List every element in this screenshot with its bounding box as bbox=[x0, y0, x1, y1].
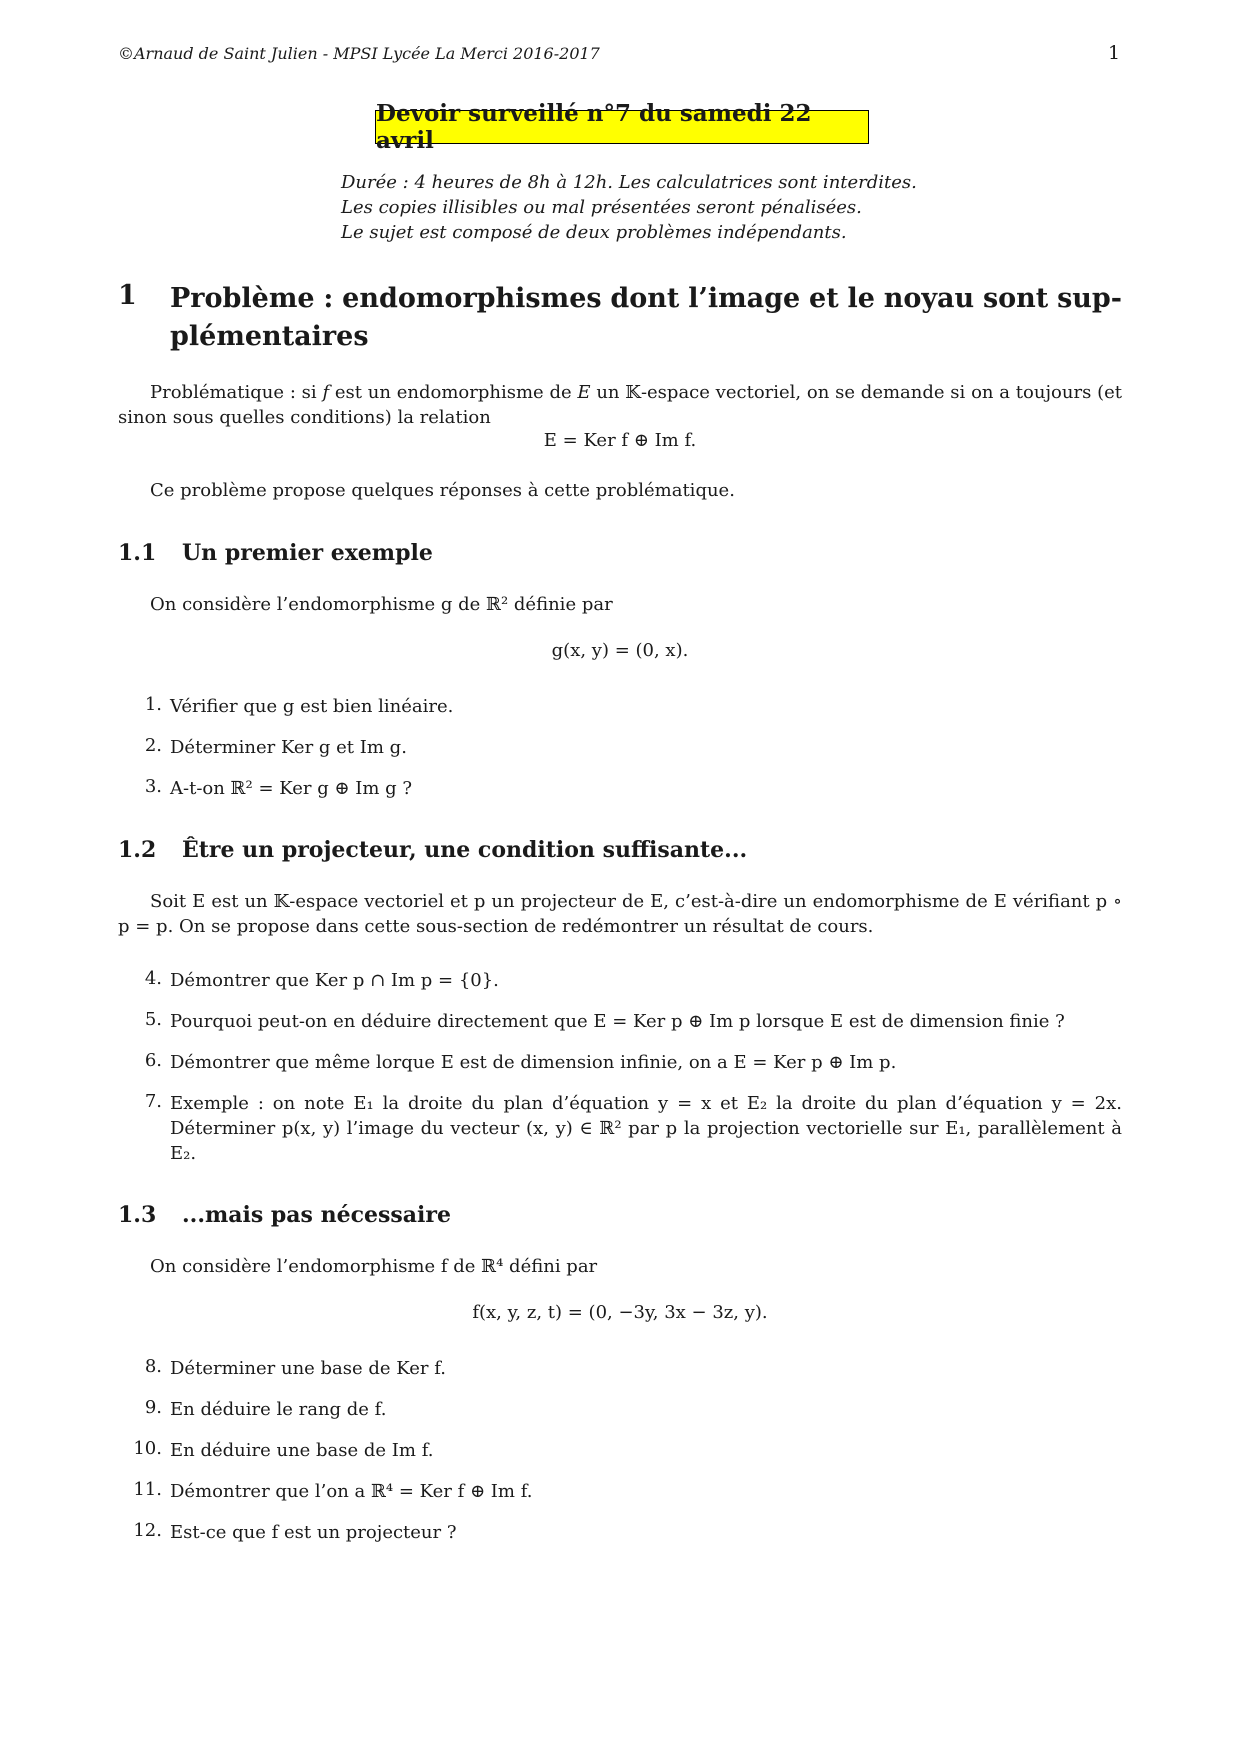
subsection-number: 1.1 bbox=[118, 540, 157, 566]
title-word: le bbox=[847, 283, 875, 314]
math-var: E bbox=[577, 382, 591, 403]
question-text: Démontrer que Ker p ∩ Im p = {0}. bbox=[170, 970, 499, 991]
title-word: sup- bbox=[1057, 283, 1122, 314]
question-text: En déduire le rang de f. bbox=[170, 1399, 387, 1420]
intro-line-subject: Le sujet est composé de deux problèmes indépendants. bbox=[341, 222, 847, 243]
question-text: A-t-on ℝ² = Ker g ⊕ Im g ? bbox=[170, 778, 413, 799]
title-word: Problème bbox=[170, 283, 315, 314]
text-run: On considère l’endomorphisme f de ℝ⁴ défini par bbox=[150, 1256, 598, 1277]
question-number: 9. bbox=[144, 1397, 162, 1418]
page-number: 1 bbox=[1108, 42, 1121, 64]
intro-line-copies: Les copies illisibles ou mal présentées seront pénalisées. bbox=[341, 197, 862, 218]
text-run: un 𝕂-espace vectoriel, on se demande si on a toujours (et sinon sous quelles conditions) la relation bbox=[118, 382, 1122, 428]
title-word: et bbox=[809, 283, 839, 314]
question-text: En déduire une base de Im f. bbox=[170, 1440, 434, 1461]
exam-title: Devoir surveillé n°7 du samedi 22 avril bbox=[376, 100, 812, 154]
math-var: f bbox=[322, 382, 330, 403]
problematique-paragraph bbox=[118, 380, 1122, 430]
question-number: 11. bbox=[133, 1479, 162, 1500]
intro-line-duration: Durée : 4 heures de 8h à 12h. Les calculatrices sont interdites. bbox=[341, 172, 917, 193]
title-word: endomorphismes bbox=[342, 283, 602, 314]
equation-f: f(x, y, z, t) = (0, −3y, 3x − 3z, y). bbox=[472, 1302, 768, 1323]
section-title-line1 bbox=[170, 280, 1122, 318]
title-word: l’image bbox=[688, 283, 801, 314]
text-run: On considère l’endomorphisme g de ℝ² définie par bbox=[150, 594, 613, 615]
subsection-title: Être un projecteur, une condition suffisante... bbox=[182, 837, 748, 863]
question-number: 2. bbox=[144, 735, 162, 756]
title-word: : bbox=[323, 283, 334, 314]
question-number: 10. bbox=[133, 1438, 162, 1459]
subsection-intro bbox=[118, 889, 1122, 939]
text-run: est un endomorphisme de bbox=[329, 382, 578, 403]
subsection-number: 1.3 bbox=[118, 1202, 157, 1228]
subsection-intro bbox=[118, 592, 1122, 617]
question-number: 8. bbox=[144, 1356, 162, 1377]
question-number: 4. bbox=[144, 968, 162, 989]
title-word: noyau bbox=[883, 283, 975, 314]
question-text: Déterminer une base de Ker f. bbox=[170, 1358, 446, 1379]
question-number: 1. bbox=[144, 694, 162, 715]
section-title bbox=[170, 280, 1122, 356]
text-run: Problématique : si bbox=[150, 382, 323, 403]
question-text: Est-ce que f est un projecteur ? bbox=[170, 1522, 457, 1543]
question-number: 12. bbox=[133, 1520, 162, 1541]
section-number: 1 bbox=[118, 280, 137, 311]
exam-title-box bbox=[375, 100, 869, 154]
text-run: Soit E est un 𝕂-espace vectoriel et p un projecteur de E, c’est-à-dire un endomorphisme de E vérifiant p ∘ p = p. On se propose dans cette sous-section de redémontrer un résultat de cours. bbox=[118, 891, 1122, 937]
subsection-number: 1.2 bbox=[118, 837, 157, 863]
question-number: 5. bbox=[144, 1009, 162, 1030]
subsection-intro bbox=[118, 1254, 1122, 1279]
problematique-followup bbox=[118, 478, 1122, 503]
title-word: dont bbox=[610, 283, 680, 314]
question-number: 6. bbox=[144, 1050, 162, 1071]
question-text: Pourquoi peut-on en déduire directement que E = Ker p ⊕ Im p lorsque E est de dimension finie ? bbox=[170, 1011, 1065, 1032]
question-text: Démontrer que l’on a ℝ⁴ = Ker f ⊕ Im f. bbox=[170, 1481, 533, 1502]
question-text: Exemple : on note E₁ la droite du plan d’équation y = x et E₂ la droite du plan d’équation y = 2x. Déterminer p(x, y) l’image du vecteur (x, y) ∈ ℝ² par p la projection vectorielle sur E₁, parallèlement à E₂. bbox=[170, 1093, 1122, 1164]
question-text: Déterminer Ker g et Im g. bbox=[170, 737, 407, 758]
text-run: Ce problème propose quelques réponses à cette problématique. bbox=[150, 480, 735, 501]
title-word: sont bbox=[982, 283, 1049, 314]
equation-decomposition: E = Ker f ⊕ Im f. bbox=[543, 430, 697, 451]
question-number: 3. bbox=[144, 776, 162, 797]
question-text: Vérifier que g est bien linéaire. bbox=[170, 696, 454, 717]
subsection-title: ...mais pas nécessaire bbox=[182, 1202, 451, 1228]
question-text: Démontrer que même lorque E est de dimension infinie, on a E = Ker p ⊕ Im p. bbox=[170, 1052, 897, 1073]
subsection-title: Un premier exemple bbox=[182, 540, 433, 566]
equation-g: g(x, y) = (0, x). bbox=[551, 640, 689, 661]
section-title-line2: plémentaires bbox=[170, 321, 369, 352]
question-number: 7. bbox=[144, 1091, 162, 1112]
running-head: ©Arnaud de Saint Julien - MPSI Lycée La Merci 2016-2017 bbox=[118, 44, 600, 63]
